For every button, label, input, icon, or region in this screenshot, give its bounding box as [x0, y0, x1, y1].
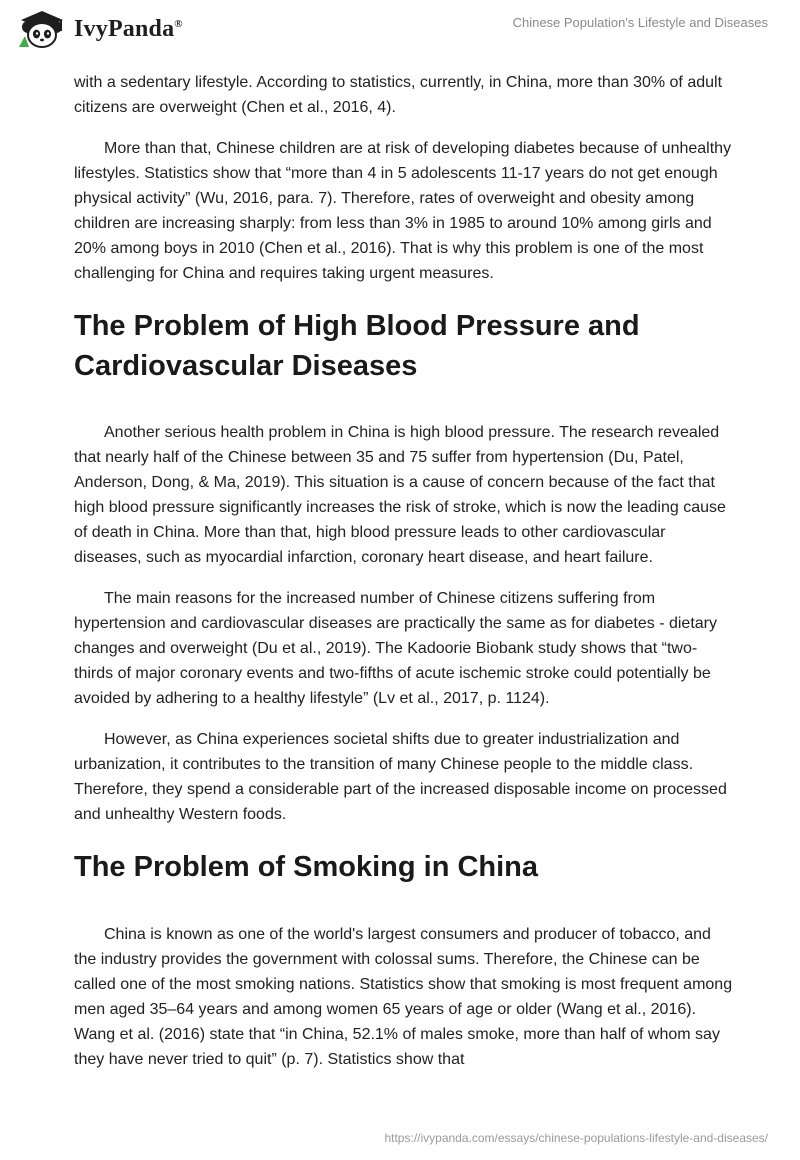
paragraph-smoking: China is known as one of the world's largest consumers and producer of tobacco, and the industry provides the government with colossal sums. Therefore, the Chinese can be called one of the most smoking nations. Statistics show that smoking is most frequent among men aged 35–64 years and among women 65 years of age or older (Wang et al., 2016). Wang et al. (2016) state that “in China, 52.1% of males smoke, more than half of whom say they have never tried to quit” (p. 7). Statistics show that: [74, 926, 733, 1068]
paragraph-bp-1: Another serious health problem in China is high blood pressure. The research revealed that nearly half of the Chinese between 35 and 75 suffer from hypertension (Du, Patel, Anderson, Dong, & Ma, 2019). This situation is a cause of concern because of the fact that high blood pressure significantly increases the risk of stroke, which is now the leading cause of death in China. More than that, high blood pressure leads to other cardiovascular diseases, such as myocardial infarction, coronary heart disease, and heart failure.: [74, 424, 726, 566]
brand-name: IvyPanda®: [74, 15, 183, 42]
page-header: [0, 0, 800, 70]
page-url[interactable]: https://ivypanda.com/essays/chinese-populations-lifestyle-and-diseases/: [384, 1131, 768, 1145]
document-title: Chinese Population's Lifestyle and Diseases: [512, 15, 768, 30]
site-logo[interactable]: [16, 9, 183, 49]
paragraph-bp-3: However, as China experiences societal shifts due to greater industrialization and urbanization, it contributes to the transition of many Chinese people to the middle class. Therefore, they spend a considerable part of the increased disposable income on processed and unhealthy Western foods.: [74, 731, 727, 823]
paragraph-children-diabetes: More than that, Chinese children are at risk of developing diabetes because of unhealthy lifestyles. Statistics show that “more than 4 in 5 adolescents 11-17 years do not get enough physical activity” (Wu, 2016, para. 7). Therefore, rates of overweight and obesity among children are increasing sharply: from less than 3% in 1985 to around 10% among girls and 20% among boys in 2010 (Chen et al., 2016). That is why this problem is one of the most challenging for China and requires taking urgent measures.: [74, 140, 732, 282]
panda-graduate-icon: [16, 9, 68, 49]
paragraph-bp-2: The main reasons for the increased number of Chinese citizens suffering from hypertension and cardiovascular diseases are practically the same as for diabetes - dietary changes and overweight (Du et al., 2019). The Kadoorie Biobank study shows that “two-thirds of major coronary events and two-fifths of acute ischemic stroke could potentially be avoided by adhering to a healthy lifestyle” (Lv et al., 2017, p. 1124).: [74, 590, 717, 707]
heading-smoking: The Problem of Smoking in China: [74, 851, 539, 883]
paragraph-intro-continued: with a sedentary lifestyle. According to statistics, currently, in China, more than 30% of adult citizens are overweight (Chen et al., 2016, 4).: [74, 74, 723, 116]
registered-mark: ®: [174, 17, 183, 30]
essay-body: [74, 70, 734, 1088]
heading-blood-pressure: The Problem of High Blood Pressure and Cardiovascular Diseases: [74, 310, 640, 382]
